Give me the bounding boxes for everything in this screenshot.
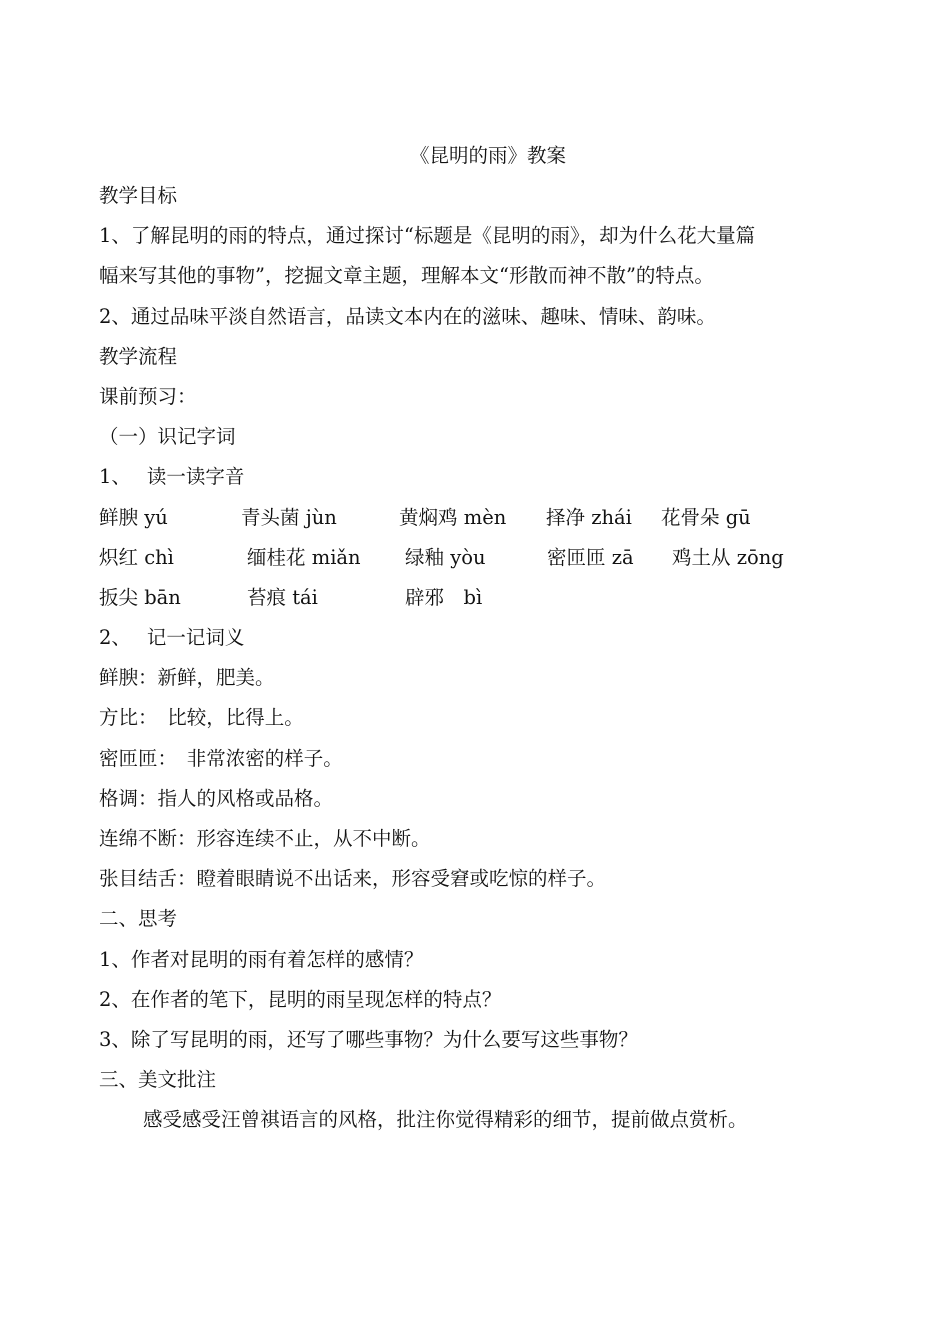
word-pinyin: 青头菌 jùn: [241, 505, 337, 529]
objective-line-2: 幅来写其他的事物”，挖掘文章主题，理解本文“形散而神不散”的特点。: [99, 264, 714, 288]
word-pinyin: 缅桂花 miǎn: [247, 545, 361, 569]
word-pinyin: 鲜腴 yú: [99, 505, 168, 529]
objectives-heading: 教学目标: [99, 184, 178, 207]
objective-line-1: 1、了解昆明的雨的特点，通过探讨“标题是《昆明的雨》，却为什么花大量篇: [99, 224, 756, 248]
pronunciation-heading: 1、 读一读字音: [99, 465, 245, 489]
section-annotation-heading: 三、美文批注: [99, 1068, 217, 1092]
preview-label: 课前预习：: [99, 384, 197, 408]
meaning-item: 方比： 比较，比得上。: [99, 706, 304, 730]
section-thinking-heading: 二、思考: [99, 907, 178, 931]
section-vocab-heading: （一）识记字词: [99, 425, 236, 449]
word-pinyin: 苔痕 tái: [247, 585, 318, 609]
word-pinyin: 黄焖鸡 mèn: [399, 505, 507, 529]
process-heading: 教学流程: [99, 344, 178, 368]
word-pinyin: 择净 zhái: [546, 505, 632, 529]
question-item: 2、在作者的笔下，昆明的雨呈现怎样的特点？: [99, 987, 502, 1011]
meaning-item: 鲜腴：新鲜，肥美。: [99, 666, 275, 690]
meaning-item: 格调：指人的风格或品格。: [99, 786, 334, 810]
document-content: [99, 136, 859, 1141]
objective-line-3: 2、通过品味平淡自然语言，品读文本内在的滋味、趣味、情味、韵味。: [99, 304, 716, 328]
word-pinyin: 绿釉 yòu: [405, 545, 486, 569]
word-pinyin: 扳尖 bān: [99, 585, 181, 609]
word-pinyin: 花骨朵 gū: [661, 505, 751, 529]
annotation-text: 感受感受汪曾祺语言的风格，批注你觉得精彩的细节，提前做点赏析。: [143, 1108, 748, 1132]
pronunciation-row-3: [99, 578, 859, 618]
meaning-item: 连绵不断：形容连续不止，从不中断。: [99, 827, 431, 850]
word-pinyin: 炽红 chì: [99, 545, 174, 569]
question-item: 3、除了写昆明的雨，还写了哪些事物？为什么要写这些事物？: [99, 1027, 638, 1051]
meaning-item: 张目结舌：瞪着眼睛说不出话来，形容受窘或吃惊的样子。: [99, 867, 607, 891]
document-title: 《昆明的雨》教案: [409, 144, 566, 167]
word-pinyin: 鸡土从 zōng: [672, 545, 784, 569]
question-item: 1、作者对昆明的雨有着怎样的感情？: [99, 947, 424, 971]
word-pinyin: 密匝匝 zā: [547, 545, 634, 569]
word-pinyin: 辟邪 bì: [405, 585, 483, 609]
pronunciation-row-1: [99, 498, 859, 538]
meaning-heading: 2、 记一记词义: [99, 626, 245, 650]
pronunciation-row-2: [99, 538, 859, 578]
meaning-item: 密匝匝： 非常浓密的样子。: [99, 746, 343, 770]
